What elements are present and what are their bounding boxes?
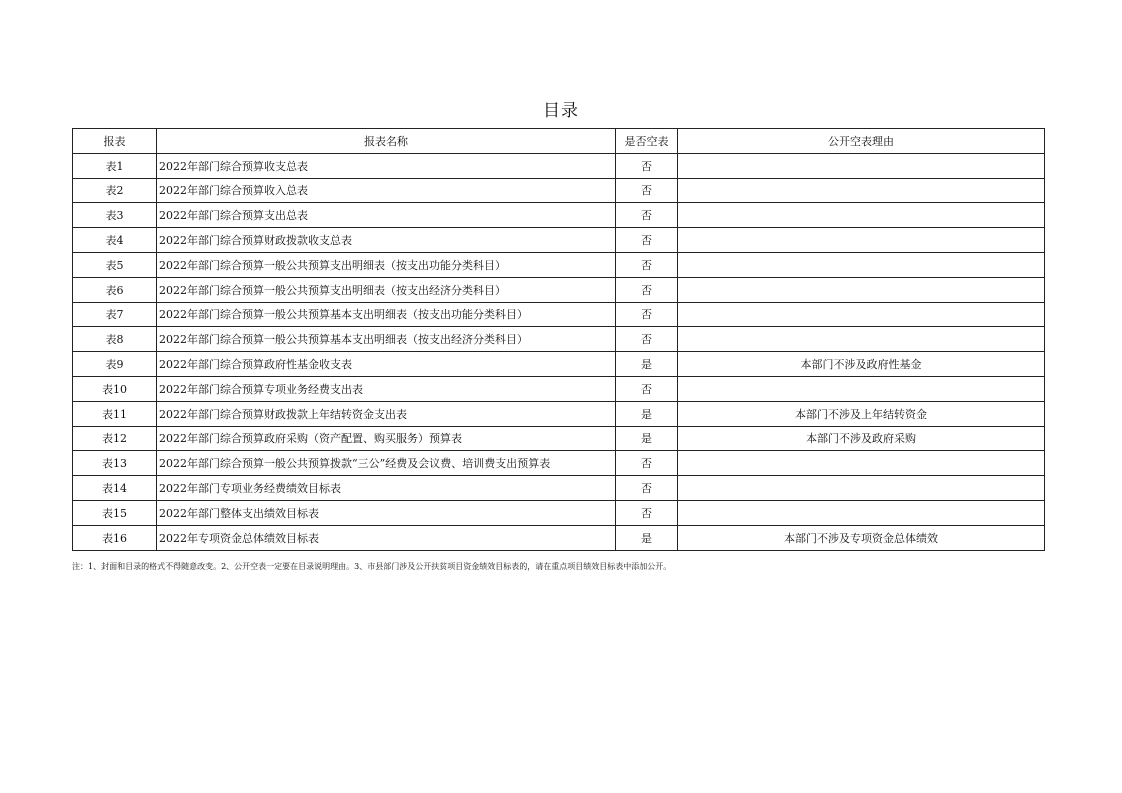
report-no-cell: 表15 [73,500,157,525]
report-name-cell: 2022年部门综合预算财政拨款收支总表 [157,228,616,253]
header-report-name: 报表名称 [157,129,616,154]
report-no-cell: 表9 [73,352,157,377]
table-body [73,153,1045,550]
report-no-cell: 表7 [73,302,157,327]
report-name-cell: 2022年部门综合预算一般公共预算基本支出明细表（按支出经济分类科目） [157,327,616,352]
toc-table [72,128,1045,551]
is-empty-cell: 否 [616,203,678,228]
empty-reason-cell [678,228,1045,253]
is-empty-cell: 否 [616,327,678,352]
is-empty-cell: 否 [616,277,678,302]
empty-reason-cell [678,203,1045,228]
table-row [73,426,1045,451]
report-no-cell: 表8 [73,327,157,352]
empty-reason-cell [678,451,1045,476]
empty-reason-cell [678,476,1045,501]
footnote: 注：1、封面和目录的格式不得随意改变。2、公开空表一定要在目录说明理由。3、市县部门涉及公开扶贫项目资金绩效目标表的，请在重点项目绩效目标表中添加公开。 [72,562,672,571]
is-empty-cell: 否 [616,476,678,501]
empty-reason-cell [678,252,1045,277]
empty-reason-cell [678,500,1045,525]
empty-reason-cell [678,178,1045,203]
is-empty-cell: 否 [616,153,678,178]
is-empty-cell: 否 [616,451,678,476]
report-name-cell: 2022年部门综合预算收入总表 [157,178,616,203]
report-no-cell: 表10 [73,376,157,401]
empty-reason-cell [678,327,1045,352]
empty-reason-cell [678,277,1045,302]
report-no-cell: 表3 [73,203,157,228]
report-no-cell: 表2 [73,178,157,203]
empty-reason-cell: 本部门不涉及上年结转资金 [678,401,1045,426]
empty-reason-cell: 本部门不涉及政府采购 [678,426,1045,451]
report-name-cell: 2022年部门综合预算政府性基金收支表 [157,352,616,377]
table-row [73,277,1045,302]
report-no-cell: 表13 [73,451,157,476]
is-empty-cell: 否 [616,302,678,327]
is-empty-cell: 是 [616,352,678,377]
report-name-cell: 2022年部门综合预算专项业务经费支出表 [157,376,616,401]
report-name-cell: 2022年部门综合预算一般公共预算拨款“三公”经费及会议费、培训费支出预算表 [157,451,616,476]
report-name-cell: 2022年部门综合预算财政拨款上年结转资金支出表 [157,401,616,426]
report-no-cell: 表16 [73,525,157,550]
report-name-cell: 2022年部门综合预算政府采购（资产配置、购买服务）预算表 [157,426,616,451]
empty-reason-cell: 本部门不涉及政府性基金 [678,352,1045,377]
empty-reason-cell [678,302,1045,327]
report-no-cell: 表4 [73,228,157,253]
report-name-cell: 2022年部门综合预算一般公共预算基本支出明细表（按支出功能分类科目） [157,302,616,327]
page-title: 目录 [543,101,579,121]
report-name-cell: 2022年部门综合预算支出总表 [157,203,616,228]
table-row [73,376,1045,401]
is-empty-cell: 否 [616,228,678,253]
is-empty-cell: 否 [616,500,678,525]
table-row [73,500,1045,525]
header-empty-reason: 公开空表理由 [678,129,1045,154]
report-name-cell: 2022年专项资金总体绩效目标表 [157,525,616,550]
report-no-cell: 表11 [73,401,157,426]
report-no-cell: 表6 [73,277,157,302]
table-row [73,451,1045,476]
table-row [73,203,1045,228]
table-row [73,327,1045,352]
table-header-row [73,129,1045,154]
report-no-cell: 表1 [73,153,157,178]
empty-reason-cell [678,153,1045,178]
is-empty-cell: 否 [616,178,678,203]
table-row [73,302,1045,327]
report-no-cell: 表12 [73,426,157,451]
header-report-no: 报表 [73,129,157,154]
table-row [73,525,1045,550]
table-row [73,401,1045,426]
is-empty-cell: 否 [616,252,678,277]
report-name-cell: 2022年部门综合预算一般公共预算支出明细表（按支出经济分类科目） [157,277,616,302]
is-empty-cell: 否 [616,376,678,401]
report-name-cell: 2022年部门专项业务经费绩效目标表 [157,476,616,501]
table-row [73,476,1045,501]
report-name-cell: 2022年部门综合预算收支总表 [157,153,616,178]
table-row [73,352,1045,377]
table-row [73,178,1045,203]
is-empty-cell: 是 [616,401,678,426]
header-is-empty: 是否空表 [616,129,678,154]
table-row [73,153,1045,178]
empty-reason-cell [678,376,1045,401]
report-name-cell: 2022年部门整体支出绩效目标表 [157,500,616,525]
report-no-cell: 表14 [73,476,157,501]
table-row [73,228,1045,253]
is-empty-cell: 是 [616,525,678,550]
report-no-cell: 表5 [73,252,157,277]
report-name-cell: 2022年部门综合预算一般公共预算支出明细表（按支出功能分类科目） [157,252,616,277]
empty-reason-cell: 本部门不涉及专项资金总体绩效 [678,525,1045,550]
table-row [73,252,1045,277]
is-empty-cell: 是 [616,426,678,451]
